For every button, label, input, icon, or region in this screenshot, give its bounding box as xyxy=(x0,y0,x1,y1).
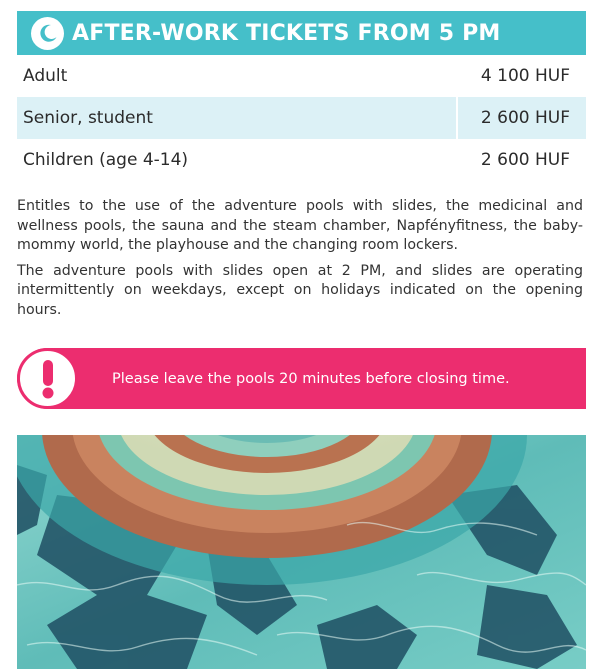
price-label: Children (age 4-14) xyxy=(23,150,189,170)
price-label: Adult xyxy=(23,66,68,86)
price-label: Senior, student xyxy=(23,108,153,128)
price-table xyxy=(17,55,586,181)
ticket-description xyxy=(17,197,583,326)
price-row-children xyxy=(17,139,586,181)
description-paragraph: The adventure pools with slides open at 2 PM, and slides are operating intermittently on weekdays, except on holidays indicated on the opening hours. xyxy=(17,262,583,318)
price-value: 4 100 HUF xyxy=(480,66,570,86)
price-value: 2 600 HUF xyxy=(480,150,570,170)
pool-photo xyxy=(17,435,586,669)
price-row-adult xyxy=(17,55,586,97)
price-value: 2 600 HUF xyxy=(456,97,586,139)
description-paragraph: Entitles to the use of the adventure pools with slides, the medicinal and wellness pools, the sauna and the steam chamber, Napfényfitness, the baby-mommy world, the playhouse and the changing room lockers. xyxy=(17,198,583,253)
section-header xyxy=(17,11,586,55)
price-row-senior-student xyxy=(17,97,586,139)
closing-notice-banner xyxy=(17,348,586,409)
closing-notice-text: Please leave the pools 20 minutes before closing time. xyxy=(112,370,510,387)
section-title: AFTER-WORK TICKETS FROM 5 PM xyxy=(72,20,501,46)
moon-icon xyxy=(31,17,64,50)
exclamation-icon xyxy=(17,348,78,409)
